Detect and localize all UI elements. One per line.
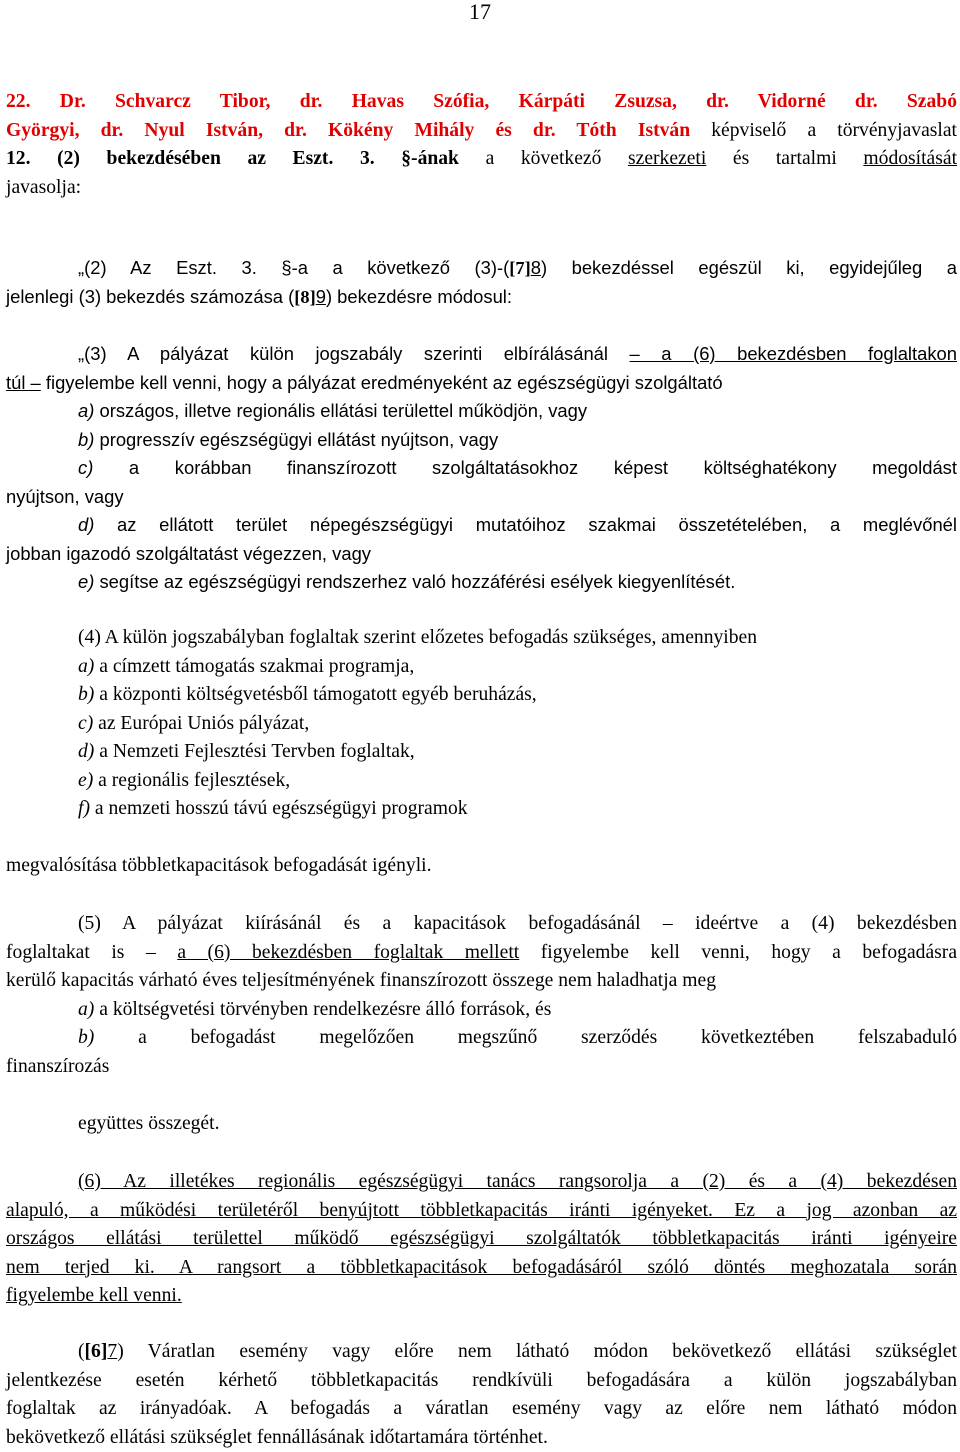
list-item: e) a regionális fejlesztések,: [78, 769, 291, 791]
section-4: (4) A külön jogszabályban foglaltak szerint előzetes befogadás szükséges, amennyiben a) a címzett támogatás szakmai programja, b) a központi költségvetésből támogatott egyéb beruházás, c) az Európai Uniós pályázat, d) a Nemzeti Fejlesztési Tervben foglaltak, e) a regionális fejlesztések, f) a nemzeti hosszú távú egészségügyi programok: [6, 624, 957, 824]
proposers-names: Györgyi, dr. Nyul István, dr. Kökény Mihály és dr. Tóth István: [6, 119, 691, 141]
list-item: f) a nemzeti hosszú távú egészségügyi programok: [78, 798, 468, 819]
list-item: c) a korábban finanszírozott szolgáltatásokhoz képest költséghatékony megoldást: [78, 457, 957, 478]
list-item: a) a címzett támogatás szakmai programja,: [78, 655, 415, 677]
section-4-tail: megvalósítása többletkapacitások befogadását igényli.: [6, 855, 432, 876]
amendment-number: 22.: [6, 91, 31, 112]
amendment-target: 12. (2) bekezdésében az Eszt. 3. §-ának: [6, 148, 459, 169]
amendment-title-line-4: javasolja:: [6, 176, 82, 198]
section-5: (5) A pályázat kiírásánál és a kapacitások befogadásánál – ideértve a (4) bekezdésben foglaltakat is – a (6) bekezdésben foglaltak mellett figyelembe kell venni, hogy a befogadásra kerülő kapacitás várható éves teljesítményének finanszírozott összege nem haladhatja meg a) a költségvetési törvényben rendelkezésre álló források, és b) a befogadást megelőzően megszűnő szerződés következtében felszabaduló finanszírozás: [6, 913, 958, 1077]
list-item: d) az ellátott terület népegészségügyi mutatóihoz szakmai összetételében, a meglévőnél: [78, 514, 957, 535]
section-7: ([6]7) Váratlan esemény vagy előre nem látható módon bekövetkező ellátási szükséglet jelentkezése esetén kérhető többletkapacitás rendkívüli befogadására a külön jogszabályban foglaltak az irányadóak. A befogadás a váratlan esemény vagy az előre nem látható módon bekövetkező ellátási szükséglet fennállásának időtartamára történhet.: [6, 1341, 957, 1448]
list-item: d) a Nemzeti Fejlesztési Tervben foglaltak,: [78, 741, 415, 762]
inserted-number: 7: [107, 1341, 118, 1362]
inserted-number: 8: [530, 257, 541, 278]
list-item: b) a központi költségvetésből támogatott egyéb beruházás,: [78, 684, 537, 705]
section-6: (6) Az illetékes regionális egészségügyi tanács rangsorolja a (2) és a (4) bekezdésen alapuló, a működési területéről benyújtott többletkapacitás iránti igényeket. Ez a jog azonban az országos ellátási területtel működő egészségügyi szolgáltatók többletkapacitás iránti igényeire nem terjed ki. A rangsort a többletkapacitások befogadásáról szóló döntés meghozatala során figyelembe kell venni.: [6, 1171, 957, 1306]
list-item: b) a befogadást megelőzően megszűnő szerződés következtében felszabaduló: [78, 1027, 957, 1048]
list-item: a) a költségvetési törvényben rendelkezésre álló források, és: [78, 998, 552, 1020]
section-5-tail: együttes összegét.: [78, 1113, 220, 1134]
page-number: 17: [469, 0, 491, 24]
amendment-title-line-3: 12. (2) bekezdésében az Eszt. 3. §-ának a következő szerkezeti és tartalmi módosítását: [6, 148, 958, 169]
amendment-title-line-1: 22. Dr. Schvarcz Tibor, dr. Havas Szófia, Kárpáti Zsuzsa, dr. Vidorné dr. Szabó: [6, 91, 957, 112]
list-item: e) segítse az egészségügyi rendszerhez való hozzáférési esélyek kiegyenlítését.: [78, 571, 736, 592]
section-3: „(3) A pályázat külön jogszabály szerinti elbírálásánál – a (6) bekezdésben foglaltakon túl – figyelembe kell venni, hogy a pályázat eredményeként az egészségügyi szolgáltató a) országos, illetve regionális ellátási területtel működjön, vagy b) progresszív egészségügyi ellátást nyújtson, vagy c) a korábban finanszírozott szolgáltatásokhoz képest költséghatékony megoldást nyújtson, vagy d) az ellátott terület népegészségügyi mutatóihoz szakmai összetételében, a meglévőnél jobban igazodó szolgáltatást végezzen, vagy e) segítse az egészségügyi rendszerhez való hozzáférési esélyek kiegyenlítését.: [6, 340, 957, 597]
amendment-title-line-2: Györgyi, dr. Nyul István, dr. Kökény Mihály és dr. Tóth István képviselő a törvényjavaslat: [6, 119, 957, 141]
intro-paragraph: „(2) Az Eszt. 3. §-a a következő (3)-([7]8) bekezdéssel egészül ki, egyidejűleg a jelenlegi (3) bekezdés számozása ([8]9) bekezdésre módosul:: [6, 257, 957, 307]
deleted-number: [7]: [509, 258, 531, 278]
list-item: a) országos, illetve regionális ellátási területtel működjön, vagy: [78, 400, 588, 421]
amendment-header: [6, 88, 957, 202]
list-item: b) progresszív egészségügyi ellátást nyújtson, vagy: [78, 428, 499, 450]
list-item: c) az Európai Uniós pályázat,: [78, 712, 310, 734]
deleted-number: [6]: [84, 1341, 108, 1362]
